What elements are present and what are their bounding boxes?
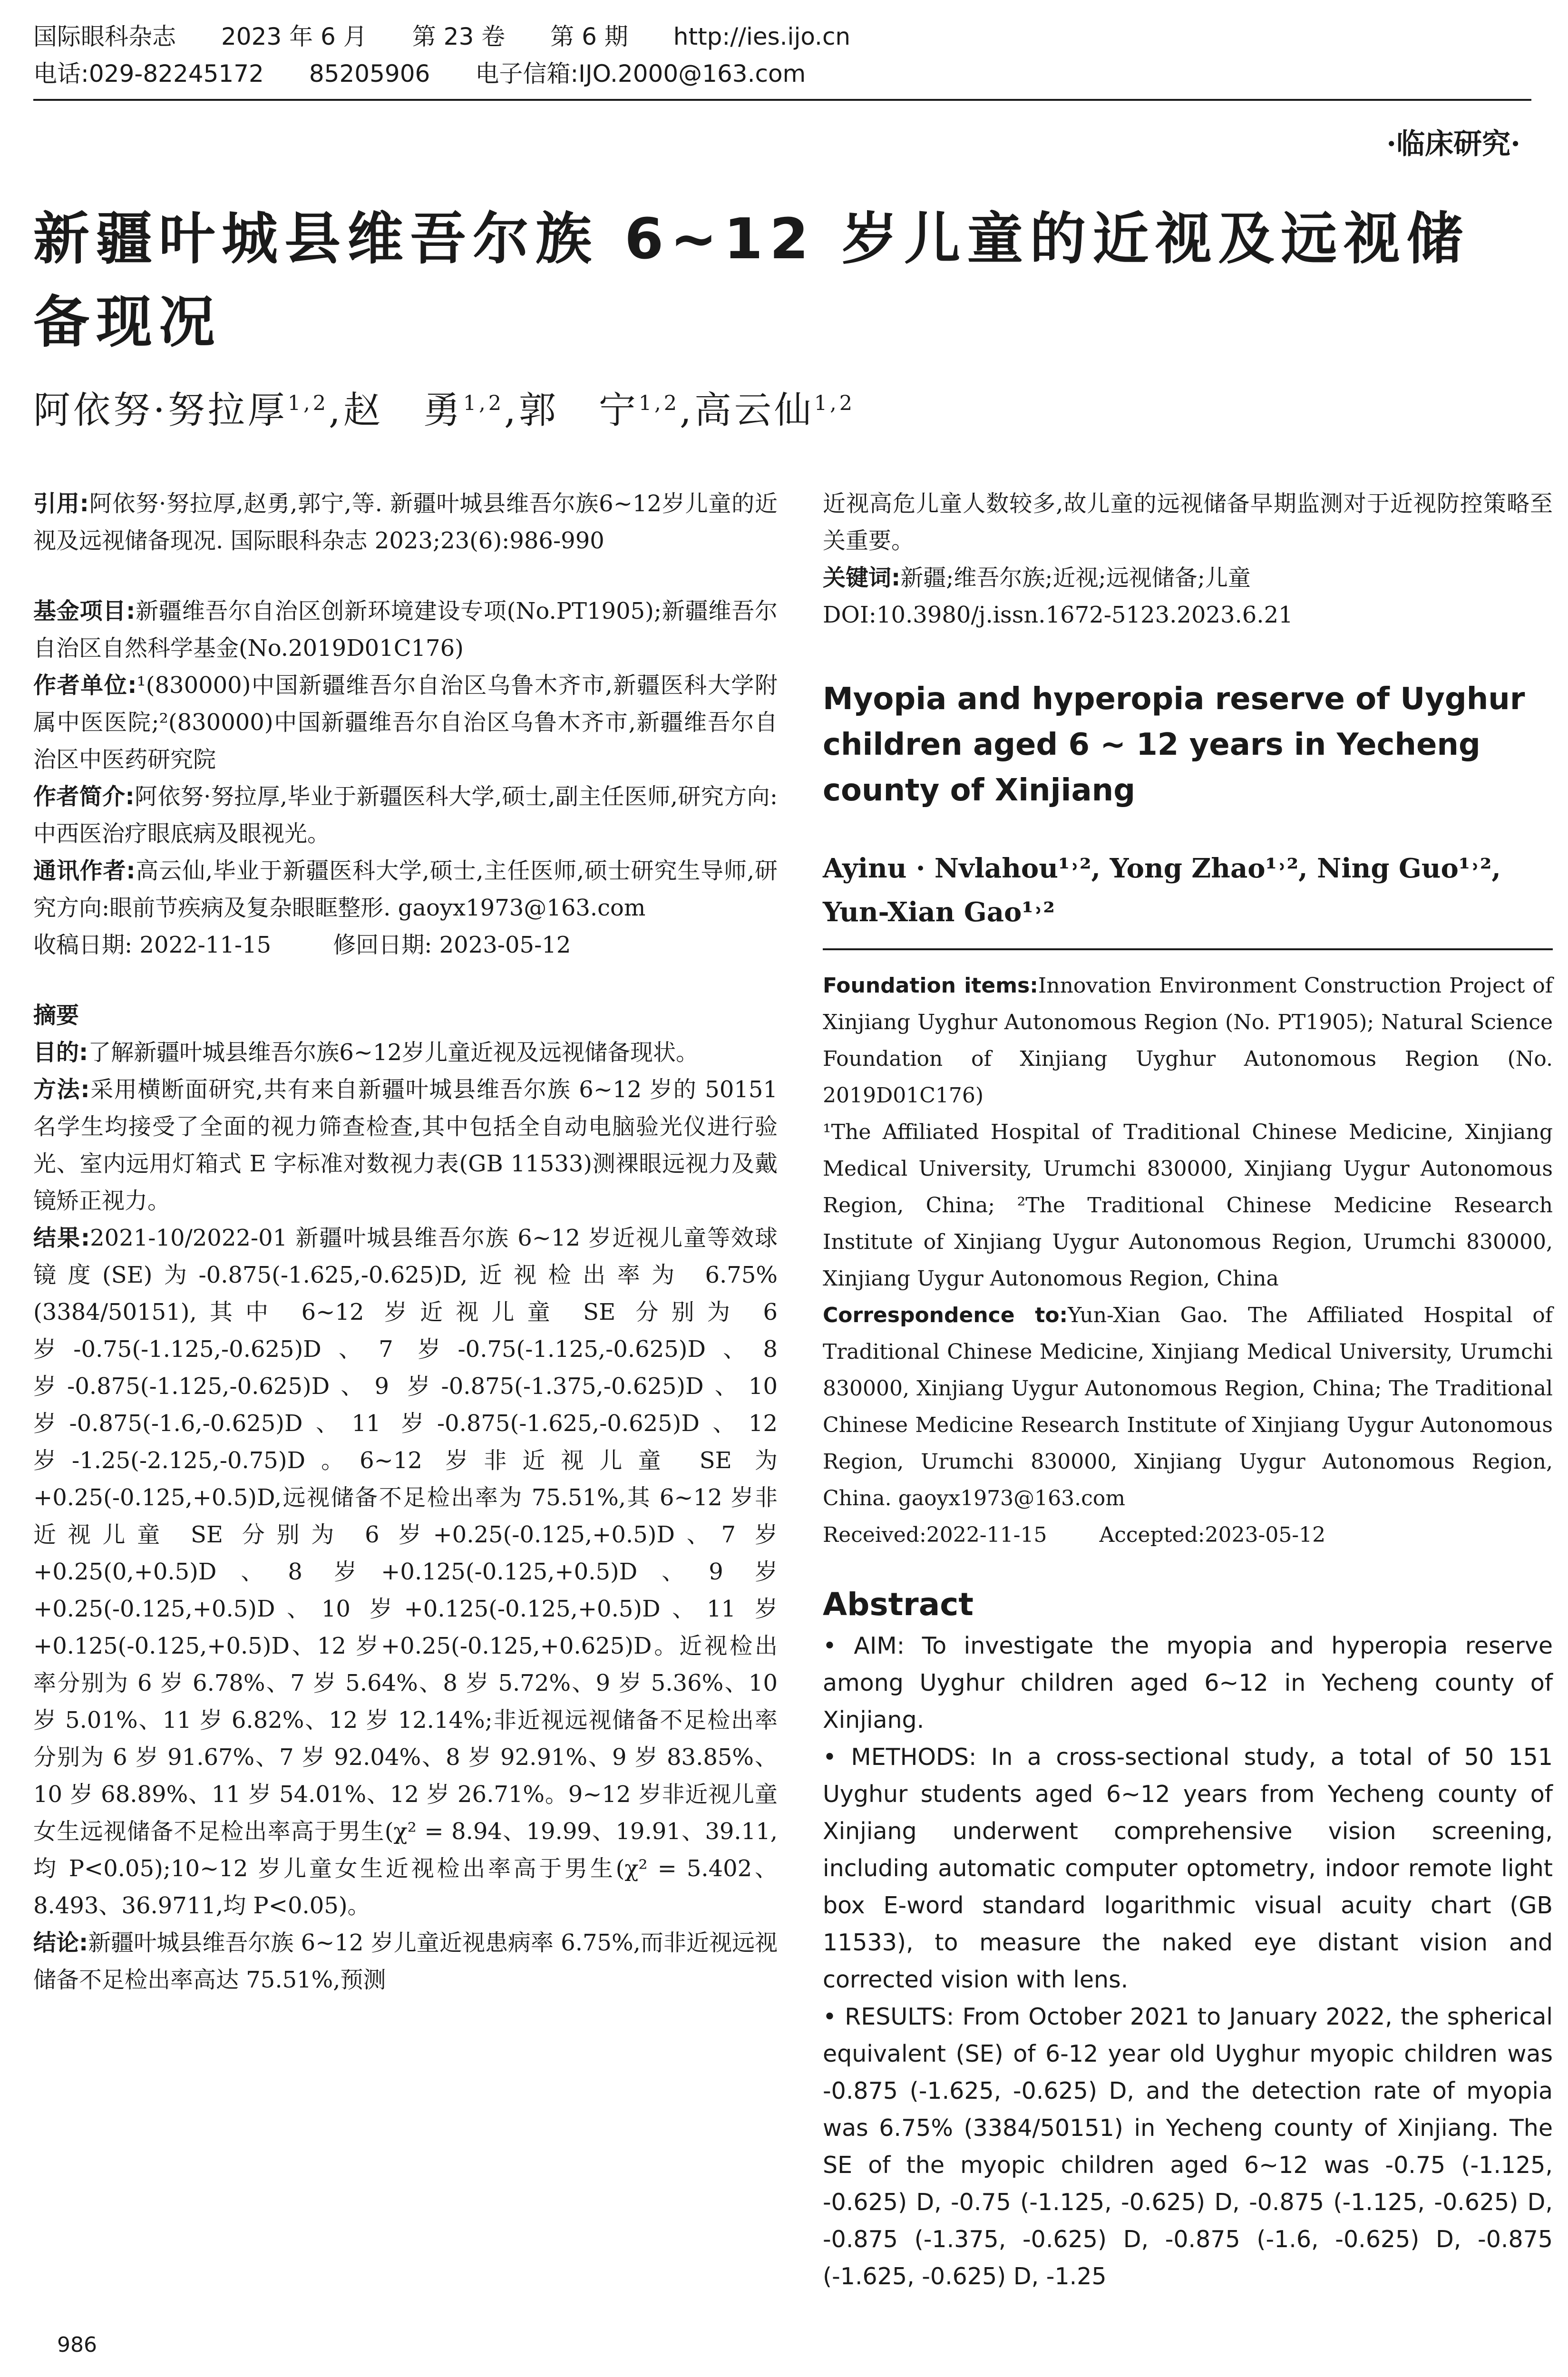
fund-label: 基金项目: <box>33 598 136 624</box>
author-affiliation: 1,2 <box>463 391 505 415</box>
bio-label: 作者简介: <box>33 783 135 810</box>
affiliations: ¹The Affiliated Hospital of Traditional Chinese Medicine, Xinjiang Medical University, Urumchi 830000, Xinjiang Uygur Autonomous Region, China; ²The Traditional Chinese Medicine Research Institute of Xinjiang Uygur Autonomous Region, Urumchi 830000, Xinjiang Uygur Autonomous Region, China <box>823 1120 1553 1291</box>
phone: 电话:029-82245172 <box>33 60 264 88</box>
header-line-2 <box>33 55 1531 92</box>
journal-email[interactable]: 电子信箱:IJO.2000@163.com <box>475 60 806 88</box>
author-name: ,郭 宁 <box>504 389 639 432</box>
issue-date: 2023 年 6 月 <box>221 23 367 50</box>
phone-2: 85205906 <box>309 60 430 88</box>
english-authors: Ayinu · Nvlahou¹˒², Yong Zhao¹˒², Ning Guo¹˒², Yun-Xian Gao¹˒² <box>823 853 1501 928</box>
author-name: ,赵 勇 <box>329 389 463 432</box>
conclusion-continued: 近视高危儿童人数较多,故儿童的远视储备早期监测对于近视防控策略至关重要。 <box>823 490 1553 554</box>
header-line-1 <box>33 18 1531 55</box>
author-list <box>33 380 1531 434</box>
fund-items <box>33 593 778 667</box>
methods-label: 方法: <box>33 1076 90 1103</box>
foundation-items <box>823 967 1553 1114</box>
doi[interactable]: DOI:10.3980/j.issn.1672-5123.2023.6.21 <box>823 602 1293 628</box>
journal-name: 国际眼科杂志 <box>33 23 176 50</box>
fund-text: 新疆维吾尔自治区创新环境建设专项(No.PT1905);新疆维吾尔自治区自然科学基金(No.2019D01C176) <box>33 598 778 662</box>
author-affiliation: 1,2 <box>814 391 856 415</box>
correspondence-label: Correspondence to: <box>823 1303 1068 1327</box>
author-unit <box>33 667 778 778</box>
results-label: 结果: <box>33 1225 90 1251</box>
corr-label: 通讯作者: <box>33 857 136 884</box>
author-affiliation: 1,2 <box>287 391 329 415</box>
paper-title: 新疆叶城县维吾尔族 6~12 岁儿童的近视及远视储备现况 <box>33 206 1470 355</box>
correspondence <box>823 1297 1553 1517</box>
citation-label: 引用: <box>33 490 89 517</box>
page-number: 986 <box>57 2333 97 2357</box>
author-affiliation: 1,2 <box>638 391 680 415</box>
bio-text: 阿依努·努拉厚,毕业于新疆医科大学,硕士,副主任医师,研究方向:中西医治疗眼底病及眼视光。 <box>33 783 778 847</box>
en-results-text: From October 2021 to January 2022, the spherical equivalent (SE) of 6-12 year old Uyghur myopic children was -0.875 (-1.625, -0.625) D, and the detection rate of myopia was 6.75% (3384/50151) in Yecheng county of Xinjiang. The SE of the myopic children aged 6~12 was -0.75 (-1.125, -0.625) D, -0.75 (-1.125, -0.625) D, -0.875 (-1.125, -0.625) D, -0.875 (-1.375, -0.625) D, -0.875 (-1.6, -0.625) D, -0.875 (-1.625, -0.625) D, -1.25 <box>823 2003 1553 2290</box>
en-aim-text: To investigate the myopia and hyperopia reserve among Uyghur children aged 6~12 in Yecheng county of Xinjiang. <box>823 1632 1553 1734</box>
foundation-label: Foundation items: <box>823 974 1038 998</box>
conclusion-label: 结论: <box>33 1929 88 1956</box>
dates <box>33 926 778 964</box>
corresponding-author <box>33 852 778 926</box>
citation-text: 阿依努·努拉厚,赵勇,郭宁,等. 新疆叶城县维吾尔族6~12岁儿童的近视及远视储备现况. 国际眼科杂志 2023;23(6):986-990 <box>33 490 778 554</box>
keywords-label: 关键词: <box>823 565 901 591</box>
received-date: 收稿日期: 2022-11-15 <box>33 932 272 958</box>
author-name: ,高云仙 <box>680 389 814 432</box>
abstract-heading: 摘要 <box>33 1002 79 1029</box>
en-methods <box>823 1739 1553 1998</box>
en-results <box>823 1998 1553 2295</box>
abstract-conclusion <box>33 1924 778 1998</box>
english-title: Myopia and hyperopia reserve of Uyghur children aged 6 ~ 12 years in Yecheng county of Xinjiang <box>823 682 1525 808</box>
en-dates <box>823 1517 1553 1553</box>
aim-label: 目的: <box>33 1039 88 1066</box>
volume: 第 23 卷 <box>412 23 506 50</box>
author-bio <box>33 778 778 852</box>
citation <box>33 485 778 559</box>
unit-text: ¹(830000)中国新疆维吾尔自治区乌鲁木齐市,新疆医科大学附属中医医院;²(830000)中国新疆维吾尔自治区乌鲁木齐市,新疆维吾尔自治区中医药研究院 <box>33 672 778 773</box>
issue-number: 第 6 期 <box>550 23 628 50</box>
en-methods-label: • METHODS: <box>823 1744 977 1771</box>
abstract-methods <box>33 1071 778 1219</box>
section-label: ·临床研究· <box>1386 127 1520 161</box>
journal-url[interactable]: http://ies.ijo.cn <box>673 23 851 50</box>
keywords <box>823 559 1553 596</box>
right-column <box>823 485 1553 2295</box>
foundation-text: Innovation Environment Construction Project of Xinjiang Uyghur Autonomous Region (No. PT1905); Natural Science Foundation of Xinjiang Uyghur Autonomous Region (No. 2019D01C176) <box>823 974 1553 1108</box>
results-text: 2021-10/2022-01 新疆叶城县维吾尔族 6~12 岁近视儿童等效球镜度(SE)为-0.875(-1.625,-0.625)D,近视检出率为 6.75%(3384/50151),其中 6~12 岁近视儿童 SE 分别为 6 岁-0.75(-1.125,-0.625)D、7 岁-0.75(-1.125,-0.625)D、8 岁-0.875(-1.125,-0.625)D、9 岁-0.875(-1.375,-0.625)D、10 岁-0.875(-1.6,-0.625)D、11 岁-0.875(-1.625,-0.625)D、12 岁-1.25(-2.125,-0.75)D。6~12 岁非近视儿童 SE 为+0.25(-0.125,+0.5)D,远视储备不足检出率为 75.51%,其 6~12 岁非近视儿童 SE 分别为 6 岁+0.25(-0.125,+0.5)D、7 岁+0.25(0,+0.5)D、8 岁+0.125(-0.125,+0.5)D、9 岁+0.25(-0.125,+0.5)D、10 岁+0.125(-0.125,+0.5)D、11 岁+0.125(-0.125,+0.5)D、12 岁+0.25(-0.125,+0.625)D。近视检出率分别为 6 岁 6.78%、7 岁 5.64%、8 岁 5.72%、9 岁 5.36%、10 岁 5.01%、11 岁 6.82%、12 岁 12.14%;非近视远视储备不足检出率分别为 6 岁 91.67%、7 岁 92.04%、8 岁 92.91%、9 岁 83.85%、10 岁 68.89%、11 岁 54.01%、12 岁 26.71%。9~12 岁非近视儿童女生远视储备不足检出率高于男生(χ² = 8.94、19.99、19.91、39.11,均 P<0.05);10~12 岁儿童女生近视检出率高于男生(χ² = 5.402、8.493、36.9711,均 P<0.05)。 <box>33 1225 778 1919</box>
en-methods-text: In a cross-sectional study, a total of 50 151 Uyghur students aged 6~12 years from Yecheng county of Xinjiang underwent comprehensive vision screening, including automatic computer optometry, indoor remote light box E-word standard logarithmic visual acuity chart (GB 11533), to measure the naked eye distant vision and corrected vision with lens. <box>823 1744 1553 1993</box>
conclusion-text: 新疆叶城县维吾尔族 6~12 岁儿童近视患病率 6.75%,而非近视远视储备不足检出率高达 75.51%,预测 <box>33 1929 778 1993</box>
journal-header <box>33 18 1531 92</box>
methods-text: 采用横断面研究,共有来自新疆叶城县维吾尔族 6~12 岁的 50151 名学生均接受了全面的视力筛查检查,其中包括全自动电脑验光仪进行验光、室内远用灯箱式 E 字标准对数视力表(GB 11533)测裸眼远视力及戴镜矫正视力。 <box>33 1076 778 1214</box>
en-aim-label: • AIM: <box>823 1632 905 1659</box>
english-abstract-heading: Abstract <box>823 1586 974 1623</box>
abstract-results <box>33 1219 778 1924</box>
abstract-aim <box>33 1034 778 1071</box>
en-accepted: Accepted:2023-05-12 <box>1099 1523 1326 1547</box>
correspondence-text: Yun-Xian Gao. The Affiliated Hospital of Traditional Chinese Medicine, Xinjiang Medical University, Urumchi 830000, Xinjiang Uygur Autonomous Region, China; The Traditional Chinese Medicine Research Institute of Xinjiang Uygur Autonomous Region, Urumchi 830000, Xinjiang Uygur Autonomous Region, China. gaoyx1973@163.com <box>823 1303 1553 1510</box>
revised-date: 修回日期: 2023-05-12 <box>333 932 571 958</box>
keywords-text: 新疆;维吾尔族;近视;远视储备;儿童 <box>900 565 1251 591</box>
aim-text: 了解新疆叶城县维吾尔族6~12岁儿童近视及远视储备现状。 <box>88 1039 699 1066</box>
corr-text: 高云仙,毕业于新疆医科大学,硕士,主任医师,硕士研究生导师,研究方向:眼前节疾病及复杂眼眶整形. gaoyx1973@163.com <box>33 857 778 921</box>
author-name: 阿依努·努拉厚 <box>33 389 288 432</box>
en-received: Received:2022-11-15 <box>823 1523 1047 1547</box>
english-rule <box>823 948 1553 950</box>
unit-label: 作者单位: <box>33 672 137 699</box>
left-column <box>33 485 778 1998</box>
header-rule <box>33 99 1531 101</box>
en-results-label: • RESULTS: <box>823 2003 954 2030</box>
en-aim <box>823 1627 1553 1739</box>
